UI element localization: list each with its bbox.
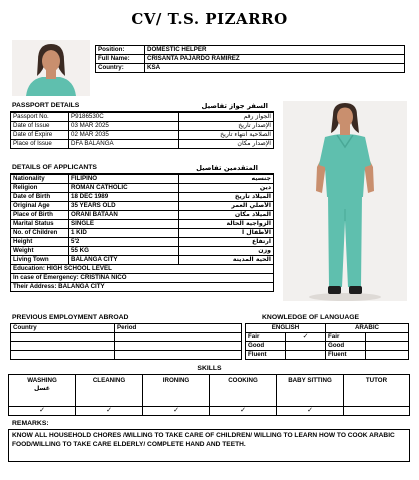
applicant-label-arabic: الميلاد تاريخ xyxy=(179,193,274,202)
passport-value: P9186530C xyxy=(69,113,179,122)
passport-label: Passport No. xyxy=(11,113,69,122)
employment-country-header: Country xyxy=(11,324,115,333)
applicant-value: ORANI BATAAN xyxy=(69,211,179,220)
applicant-label: No. of Children xyxy=(11,229,69,238)
headshot-photo xyxy=(12,40,90,96)
table-row xyxy=(11,324,242,333)
washing-check-icon: ✓ xyxy=(9,407,76,416)
applicant-label-arabic: ارتفاع xyxy=(179,238,274,247)
applicant-heading-arabic: المتقدمين تفاصيل xyxy=(196,164,258,172)
passport-label-arabic: الإصدار تاريخ xyxy=(179,122,274,131)
arabic-level-label: Fluent xyxy=(326,351,366,360)
applicant-value: 1 KID xyxy=(69,229,179,238)
skill-cooking xyxy=(210,375,277,407)
employment-period-cell xyxy=(115,333,242,342)
skill-label: TUTOR xyxy=(365,377,388,384)
applicant-value: SINGLE xyxy=(69,220,179,229)
language-arabic-header: ARABIC xyxy=(326,324,409,333)
language-english-header: ENGLISH xyxy=(246,324,326,333)
remarks-heading: REMARKS: xyxy=(12,420,49,427)
applicant-label: Living Town xyxy=(11,256,69,265)
table-row xyxy=(11,193,274,202)
applicant-label: Place of Birth xyxy=(11,211,69,220)
english-fair-check-icon: ✓ xyxy=(286,333,326,342)
employment-table xyxy=(10,323,242,360)
applicant-label-arabic: الأطفال ا xyxy=(179,229,274,238)
applicant-label: Weight xyxy=(11,247,69,256)
english-level-label: Good xyxy=(246,342,286,351)
skill-label: IRONING xyxy=(162,377,190,384)
skill-label: COOKING xyxy=(228,377,258,384)
table-row xyxy=(11,283,274,292)
arabic-fluent-cell xyxy=(366,351,409,360)
emergency-contact-row: In case of Emergency: CRISTINA NICO xyxy=(11,274,274,283)
full-body-photo xyxy=(283,101,407,301)
language-table xyxy=(245,323,409,360)
applicant-label-arabic: الميلاد مكان xyxy=(179,211,274,220)
english-good-cell xyxy=(286,342,326,351)
table-row xyxy=(96,55,405,64)
applicant-label-arabic: جنسيه xyxy=(179,175,274,184)
employment-period-header: Period xyxy=(115,324,242,333)
table-row xyxy=(11,351,242,360)
table-row xyxy=(246,333,409,342)
table-row xyxy=(96,46,405,55)
position-label: Position: xyxy=(96,46,145,55)
document-title: CV/ T.S. PIZARRO xyxy=(131,10,288,28)
applicant-label-arabic: وزن xyxy=(179,247,274,256)
skill-cleaning xyxy=(76,375,143,407)
skill-ironing xyxy=(143,375,210,407)
skill-label: WASHING xyxy=(27,377,57,384)
remarks-box xyxy=(8,429,410,462)
table-row xyxy=(11,122,274,131)
applicant-label: Marital Status xyxy=(11,220,69,229)
ironing-check-icon: ✓ xyxy=(143,407,210,416)
passport-value: 03 MAR 2025 xyxy=(69,122,179,131)
table-row xyxy=(246,342,409,351)
table-row xyxy=(246,351,409,360)
table-row xyxy=(11,211,274,220)
arabic-level-label: Good xyxy=(326,342,366,351)
table-row xyxy=(11,184,274,193)
applicant-label: Date of Birth xyxy=(11,193,69,202)
applicant-value: 18 DEC 1989 xyxy=(69,193,179,202)
arabic-fair-cell xyxy=(366,333,409,342)
cooking-check-icon: ✓ xyxy=(210,407,277,416)
table-row xyxy=(96,64,405,73)
passport-label-arabic: الصلاحية انتهاء تاريخ xyxy=(179,131,274,140)
full-name-value: CRISANTA PAJARDO RAMIREZ xyxy=(145,55,405,64)
table-row xyxy=(11,274,274,283)
arabic-level-label: Fair xyxy=(326,333,366,342)
english-level-label: Fluent xyxy=(246,351,286,360)
table-row xyxy=(11,140,274,149)
applicant-label-arabic: الأصلي العمر xyxy=(179,202,274,211)
passport-label: Date of Expire xyxy=(11,131,69,140)
employment-country-cell xyxy=(11,351,115,360)
passport-label: Place of Issue xyxy=(11,140,69,149)
skill-baby-sitting xyxy=(277,375,344,407)
skills-table xyxy=(8,374,410,416)
employment-heading: PREVIOUS EMPLOYMENT ABROAD xyxy=(12,314,129,321)
applicant-label: Height xyxy=(11,238,69,247)
applicant-value: 35 YEARS OLD xyxy=(69,202,179,211)
table-row xyxy=(11,342,242,351)
applicant-value: BALANGA CITY xyxy=(69,256,179,265)
skill-label: CLEANING xyxy=(92,377,126,384)
applicant-heading: DETAILS OF APPLICANTS xyxy=(12,164,97,171)
table-row xyxy=(11,247,274,256)
country-value: KSA xyxy=(145,64,405,73)
passport-heading-arabic: السفر جواز تفاصيل xyxy=(201,102,268,110)
employment-country-cell xyxy=(11,333,115,342)
applicant-table xyxy=(10,174,274,292)
employment-period-cell xyxy=(115,342,242,351)
passport-table xyxy=(10,112,274,149)
header-info-table xyxy=(95,45,405,73)
applicant-label: Nationality xyxy=(11,175,69,184)
tutor-check-cell xyxy=(344,407,410,416)
english-fluent-cell xyxy=(286,351,326,360)
applicant-label-arabic: الحية المدينة xyxy=(179,256,274,265)
applicant-label: Religion xyxy=(11,184,69,193)
remarks-text: KNOW ALL HOUSEHOLD CHORES /WILLING TO TAKE CARE OF CHILDREN/ WILLING TO LEARN HOW TO COOK ARABIC FOOD/WILLING TO TAKE CARE ELDERLY/ COMPLETE HAND AND TEETH. xyxy=(12,432,395,448)
address-row: Their Address: BALANGA CITY xyxy=(11,283,274,292)
applicant-value: 5'2 xyxy=(69,238,179,247)
table-row xyxy=(246,324,409,333)
employment-period-cell xyxy=(115,351,242,360)
table-row xyxy=(11,113,274,122)
table-row xyxy=(11,256,274,265)
cleaning-check-icon: ✓ xyxy=(76,407,143,416)
table-row xyxy=(11,229,274,238)
skill-label: BABY SITTING xyxy=(288,377,332,384)
table-row xyxy=(11,333,242,342)
applicant-value: 55 KG xyxy=(69,247,179,256)
skills-heading: SKILLS xyxy=(197,365,222,372)
table-row xyxy=(11,202,274,211)
position-value: DOMESTIC HELPER xyxy=(145,46,405,55)
applicant-value: ROMAN CATHOLIC xyxy=(69,184,179,193)
employment-country-cell xyxy=(11,342,115,351)
applicant-label-arabic: دين xyxy=(179,184,274,193)
baby-sitting-check-icon: ✓ xyxy=(277,407,344,416)
passport-label-arabic: الإصدار مكان xyxy=(179,140,274,149)
language-heading: KNOWLEDGE OF LANGUAGE xyxy=(262,314,360,321)
table-row xyxy=(9,407,410,416)
passport-label-arabic: الجواز رقم xyxy=(179,113,274,122)
skill-washing xyxy=(9,375,76,407)
passport-value: 02 MAR 2035 xyxy=(69,131,179,140)
passport-label: Date of Issue xyxy=(11,122,69,131)
applicant-label-arabic: الزواجية الحالة xyxy=(179,220,274,229)
table-row xyxy=(9,375,410,407)
applicant-label: Original Age xyxy=(11,202,69,211)
table-row xyxy=(11,220,274,229)
skill-tutor xyxy=(344,375,410,407)
table-row xyxy=(11,238,274,247)
full-name-label: Full Name: xyxy=(96,55,145,64)
table-row xyxy=(11,175,274,184)
passport-heading: PASSPORT DETAILS xyxy=(12,102,80,109)
skill-sublabel: غسل xyxy=(33,385,51,392)
applicant-value: FILIPINO xyxy=(69,175,179,184)
education-row: Education: HIGH SCHOOL LEVEL xyxy=(11,265,274,274)
table-row xyxy=(11,265,274,274)
english-level-label: Fair xyxy=(246,333,286,342)
arabic-good-cell xyxy=(366,342,409,351)
table-row xyxy=(11,131,274,140)
country-label: Country: xyxy=(96,64,145,73)
passport-value: DFA BALANGA xyxy=(69,140,179,149)
